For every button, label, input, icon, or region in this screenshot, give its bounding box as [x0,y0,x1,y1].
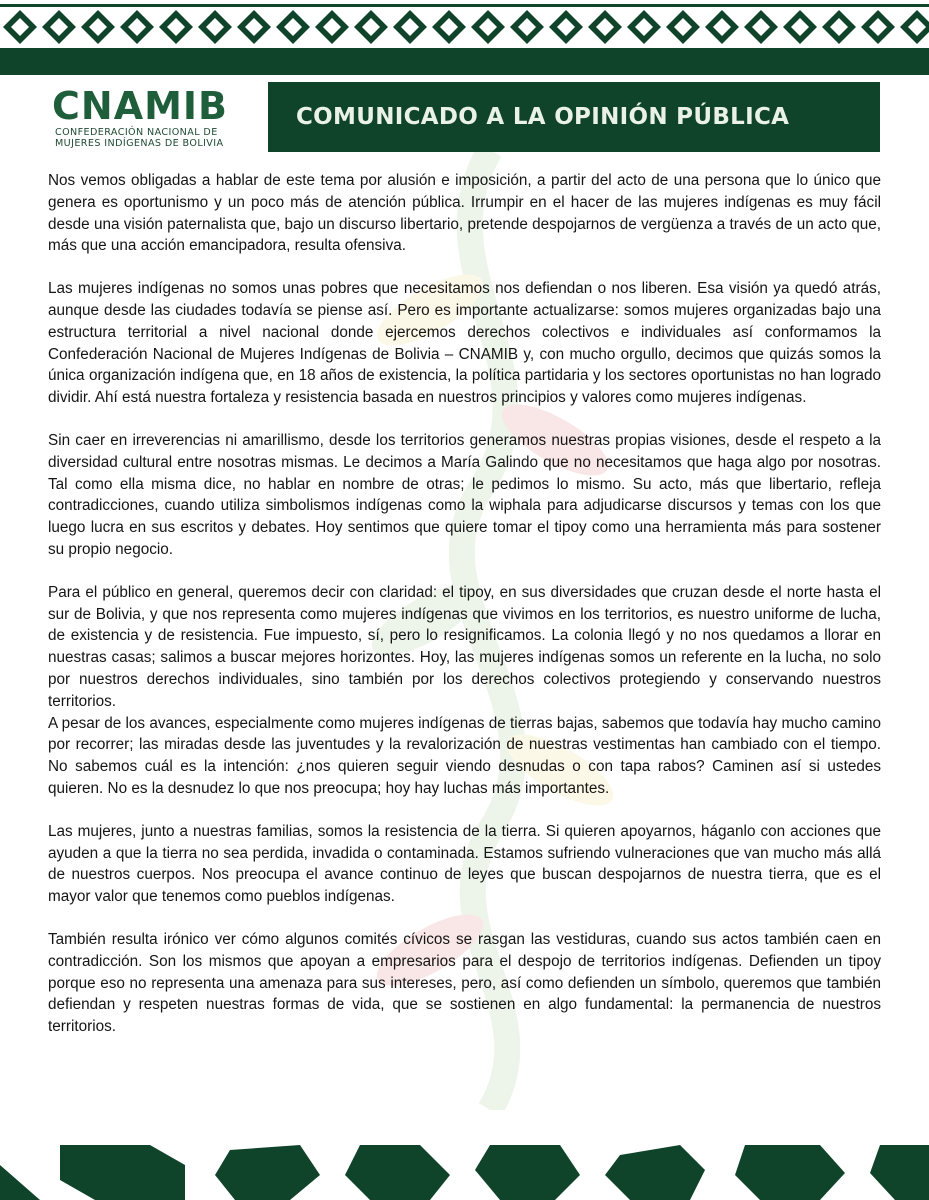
logo-subtitle-line2: MUJERES INDÍGENAS DE BOLIVIA [55,138,224,149]
logo-subtitle [55,127,223,149]
paragraph-5: A pesar de los avances, especialmente como mujeres indígenas de tierras bajas, sabemos que todavía hay mucho camino por recorrer; las miradas desde las juventudes y la revalorización de nuestras vestimentas han cambiado con el tiempo. No sabemos cuál es la intención: ¿nos quieren seguir viendo desnudas o con tapa rabos? Caminen así si ustedes quieren. No es la desnudez lo que nos preocupa; hoy hay luchas más importantes. [48,714,881,797]
paragraph-2: Las mujeres indígenas no somos unas pobres que necesitamos nos defiendan o nos liberen. Esa visión ya quedó atrás, aunque desde las ciudades todavía se piense así. Pero es importante actualizarse: somos mujeres organizadas bajo una estructura territorial a nivel nacional donde ejercemos derechos colectivos e individuales así conformamos la Confederación Nacional de Mujeres Indígenas de Bolivia – CNAMIB y, con mucho orgullo, decimos que quizás somos la única organización indígena que, en 18 años de existencia, la política partidaria y los sectores oportunistas no han logrado dividir. Ahí está nuestra fortaleza y resistencia basada en nuestros principios y valores como mujeres indígenas. [48,280,881,407]
paragraph-1: Nos vemos obligadas a hablar de este tema por alusión e imposición, a partir del acto de una persona que lo único que genera es oportunismo y un poco más de atención pública. Irrumpir en el hacer de las mujeres indígenas es muy fácil desde una visión paternalista que, bajo un discurso libertario, pretende despojarnos de vergüenza a través de un acto que, más que una acción emancipadora, resulta ofensiva. [48,172,881,255]
paragraph-6: Las mujeres, junto a nuestras familias, somos la resistencia de la tierra. Si quieren apoyarnos, háganlo con acciones que ayuden a que la tierra no sea perdida, invadida o contaminada. Estamos sufriendo vulneraciones que van mucho más allá de nuestros cuerpos. Nos preocupa el avance continuo de leyes que buscan despojarnos de nuestra tierra, que es el mayor valor que tenemos como pueblos indígenas. [48,822,881,906]
communique-body [48,170,881,1059]
paragraph-7: También resulta irónico ver cómo algunos comités cívicos se rasgan las vestiduras, cuando sus actos también caen en contradicción. Son los mismos que apoyan a empresarios para el despojo de territorios indígenas. Defienden un tipoy porque eso no representa una amenaza para sus intereses, pero, así como defienden un símbolo, queremos que también defiendan y respeten nuestras formas de vida, que se sostienen en algo fundamental: la permanencia de nuestros territorios. [48,930,881,1036]
top-decorative-border [0,0,929,75]
paragraph-4: Para el público en general, queremos decir con claridad: el tipoy, en sus diversidades que cruzan desde el norte hasta el sur de Bolivia, y que nos representa como mujeres indígenas que vivimos en los territorios, es nuestro uniforme de lucha, de existencia y de resistencia. Fue impuesto, sí, pero lo resignificamos. La colonia llegó y no nos quedamos a llorar en nuestras casas; salimos a buscar mejores horizontes. Hoy, las mujeres indígenas somos un referente en la lucha, no solo por nuestros derechos individuales, sino también por los derechos colectivos protegiendo y conservando nuestros territorios. [48,583,881,710]
title-banner [268,82,880,152]
document-header [0,82,929,152]
paragraph-3: Sin caer en irreverencias ni amarillismo, desde los territorios generamos nuestras propias visiones, desde el respeto a la diversidad cultural entre nosotras mismas. Le decimos a María Galindo que no necesitamos que haga algo por nosotras. Tal como ella misma dice, no hablar en nombre de otras; le pedimos lo mismo. Su acto, más que libertario, refleja contradicciones, cuando utiliza simbolismos indígenas como la wiphala para adjudicarse discursos y temas con los que luego lucra en sus escritos y debates. Hoy sentimos que quiere tomar el tipoy como una herramienta más para sostener su propio negocio. [48,431,881,558]
cnamib-logo [52,84,262,150]
page-title: COMUNICADO A LA OPINIÓN PÚBLICA [296,104,790,130]
logo-subtitle-line1: CONFEDERACIÓN NACIONAL DE [55,127,218,138]
bottom-decorative-border [0,1145,929,1200]
logo-wordmark: CNAMIB [52,84,229,128]
